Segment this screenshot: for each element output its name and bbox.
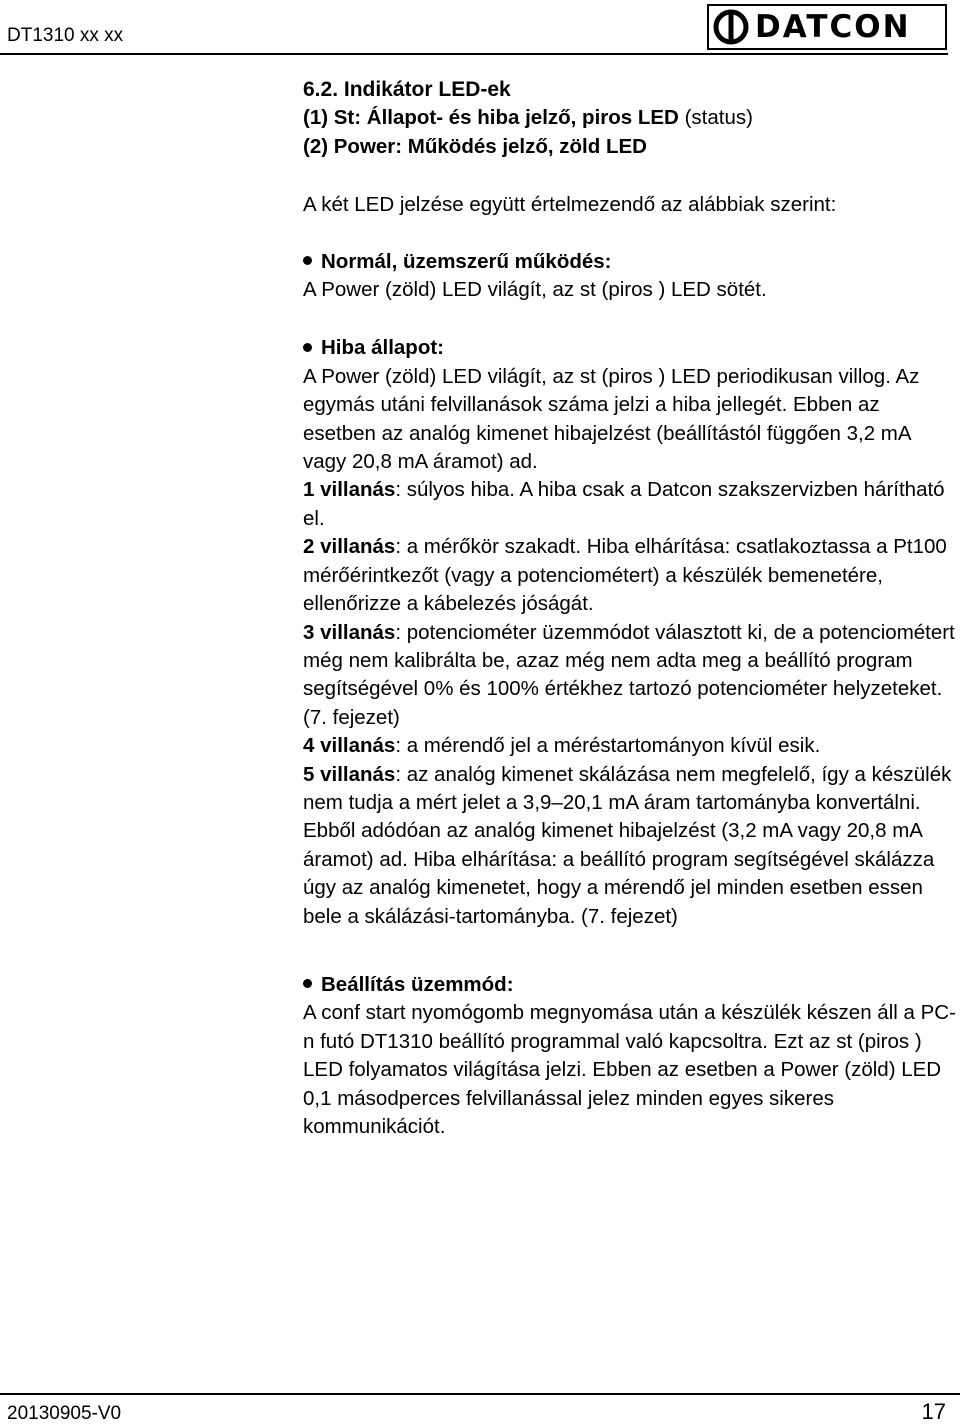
intro-text: A két LED jelzése együtt értelmezendő az alábbiak szerint:: [303, 193, 837, 217]
datcon-logo-icon: [713, 9, 749, 45]
document-id: DT1310 xx xx: [7, 25, 124, 46]
setup-mode-title: Beállítás üzemmód:: [303, 971, 958, 999]
error-state-text: A Power (zöld) LED világít, az st (piros ) LED periodikusan villog. Az egymás utáni felvillanások száma jelzi a hiba jellegét. Ebben az esetben az analóg kimenet hibajelzést (beállítástól függően 3,2 mA vagy 20,8 mA áramot) ad.: [303, 364, 920, 474]
flash-2: 2 villanás: a mérőkör szakadt. Hiba elhárítása: csatlakoztassa a Pt100 mérőérintkezőt (vagy a potenciométert) a készülék bemenetére, ellenőrizze a kábelezés jóságát.: [303, 535, 947, 616]
bullet-icon: [303, 256, 312, 265]
bullet-icon: [303, 343, 312, 352]
error-state-title: Hiba állapot:: [303, 334, 958, 362]
header-divider: [0, 53, 948, 55]
page-content: [303, 76, 958, 1141]
setup-mode-text: A conf start nyomógomb megnyomása után a készülék készen áll a PC-n futó DT1310 beállító programmal való kapcsoltra. Ezt az st (piros ) LED folyamatos világítása jelzi. Ebben az esetben a Power (zöld) LED 0,1 másodperces felvillanással jelez minden egyes sikeres kommunikációt.: [303, 1001, 956, 1138]
led-1-description: (1) St: Állapot- és hiba jelző, piros LED (status): [303, 106, 753, 130]
normal-mode-title: Normál, üzemszerű működés:: [303, 248, 958, 276]
page-number: 17: [921, 1399, 946, 1424]
flash-1: 1 villanás: súlyos hiba. A hiba csak a Datcon szakszervizben hárítható el.: [303, 478, 945, 530]
logo-wordmark: DATCON: [755, 8, 911, 45]
section-heading: 6.2. Indikátor LED-ek: [303, 78, 511, 101]
normal-mode-text: A Power (zöld) LED világít, az st (piros ) LED sötét.: [303, 278, 767, 302]
led-2-description: (2) Power: Működés jelző, zöld LED: [303, 134, 647, 158]
flash-3: 3 villanás: potenciométer üzemmódot választott ki, de a potenciométert még nem kalibrálta be, azaz még nem adta meg a beállító program segítségével 0% és 100% értékhez tartozó potenciométer helyzeteket. (7. fejezet): [303, 620, 955, 729]
flash-4: 4 villanás: a mérendő jel a méréstartományon kívül esik.: [303, 734, 821, 758]
flash-5: 5 villanás: az analóg kimenet skálázása nem megfelelő, így a készülék nem tudja a mért jelet a 3,9–20,1 mA áram tartományba konvertálni. Ebből adódóan az analóg kimenet hibajelzést (3,2 mA vagy 20,8 mA áramot) ad. Hiba elhárítása: a beállító program segítségével skálázza úgy az analóg kimenetet, hogy a mérendő jel minden esetben essen bele a skálázási-tartományba. (7. fejezet): [303, 762, 952, 928]
bullet-icon: [303, 979, 312, 988]
document-version: 20130905-V0: [7, 1403, 122, 1424]
footer-divider: [0, 1393, 960, 1395]
datcon-logo: [707, 4, 947, 50]
